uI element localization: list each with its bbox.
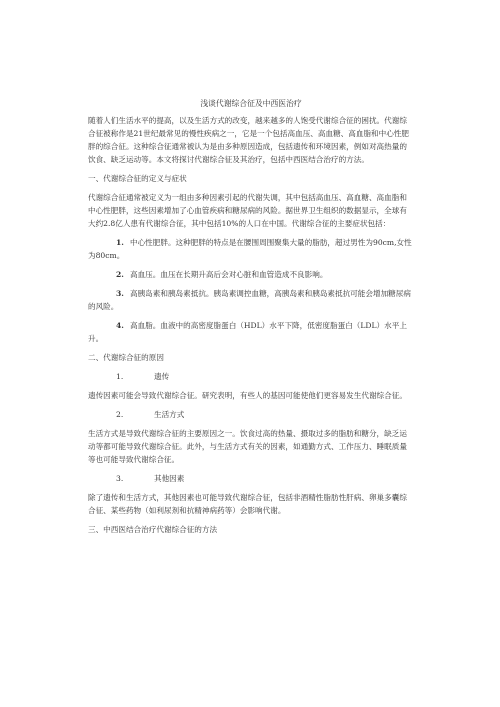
cause-subheading-2 [88,408,414,421]
symptom-text: 高血脂。血液中的高密度脂蛋白（HDL）水平下降，低密度脂蛋白（LDL）水平上升。 [88,321,407,343]
symptom-number: 1. [116,238,124,247]
cause-number: 3. [116,474,124,483]
document-page [88,97,414,542]
cause-title: 其他因素 [154,474,185,483]
cause-text-1: 遗传因素可能会导致代谢综合征。研究表明，有些人的基因可能使他们更容易发生代谢综合征。 [88,391,407,400]
section1-heading: 一、代谢综合征的定义与症状 [88,174,187,183]
cause-subheading-3 [88,472,414,485]
cause-subheading-1 [88,370,414,383]
cause-number: 2. [116,410,124,419]
document-title: 浅谈代谢综合征及中西医治疗 [200,99,302,108]
section3-heading: 三、中西医结合治疗代谢综合征的方法 [88,525,218,534]
symptom-text: 高胰岛素和胰岛素抵抗。胰岛素调控血糖，高胰岛素和胰岛素抵抗可能会增加糖尿病的风险。 [88,289,411,311]
symptom-text: 高血压。血压在长期升高后会对心脏和血管造成不良影响。 [130,270,328,279]
symptom-item-3 [88,287,414,313]
symptom-text: 中心性肥胖。这种肥胖的特点是在腰围周围聚集大量的脂肪，超过男性为90cm,女性为80cm。 [88,238,412,260]
cause-title: 生活方式 [154,410,185,419]
cause-title: 遗传 [154,372,170,381]
symptom-item-2 [88,268,414,281]
section2-heading: 二、代谢综合征的原因 [88,353,164,362]
cause-text-2: 生活方式是导致代谢综合征的主要原因之一。饮食过高的热量、摄取过多的脂肪和糖分，缺乏运动等都可能导致代谢综合征。此外，与生活方式有关的因素，如通勤方式、工作压力、睡眠质量等也可能导致代谢综合征。 [88,429,407,464]
symptom-item-1 [88,236,414,262]
symptom-number: 4. [116,321,124,330]
cause-text-3: 除了遗传和生活方式，其他因素也可能导致代谢综合征，包括非酒精性脂肪性肝病、卵巢多囊综合征、某些药物（如利尿剂和抗精神病药等）会影响代谢。 [88,493,407,515]
symptom-number: 3. [116,289,124,298]
symptom-item-4 [88,319,414,345]
symptom-number: 2. [116,270,124,279]
intro-paragraph: 随着人们生活水平的提高，以及生活方式的改变，越来越多的人饱受代谢综合征的困扰。代谢综合征被称作是21世纪最常见的慢性疾病之一，它是一个包括高血压、高血糖、高血脂和中心性肥胖的综合征。这种综合征通常被认为是由多种原因造成，包括遗传和环境因素，例如对高热量的饮食、缺乏运动等。本文将探讨代谢综合征及其治疗，包括中西医结合治疗的方法。 [88,116,410,164]
section1-body: 代谢综合征通常被定义为一组由多种因素引起的代谢失调，其中包括高血压、高血糖、高血脂和中心性肥胖，这些因素增加了心血管疾病和糖尿病的风险。据世界卫生组织的数据显示，全球有大约2.8亿人患有代谢综合征，其中包括10%的人口在中国。代谢综合征的主要症状包括： [88,193,407,228]
cause-number: 1. [116,372,124,381]
